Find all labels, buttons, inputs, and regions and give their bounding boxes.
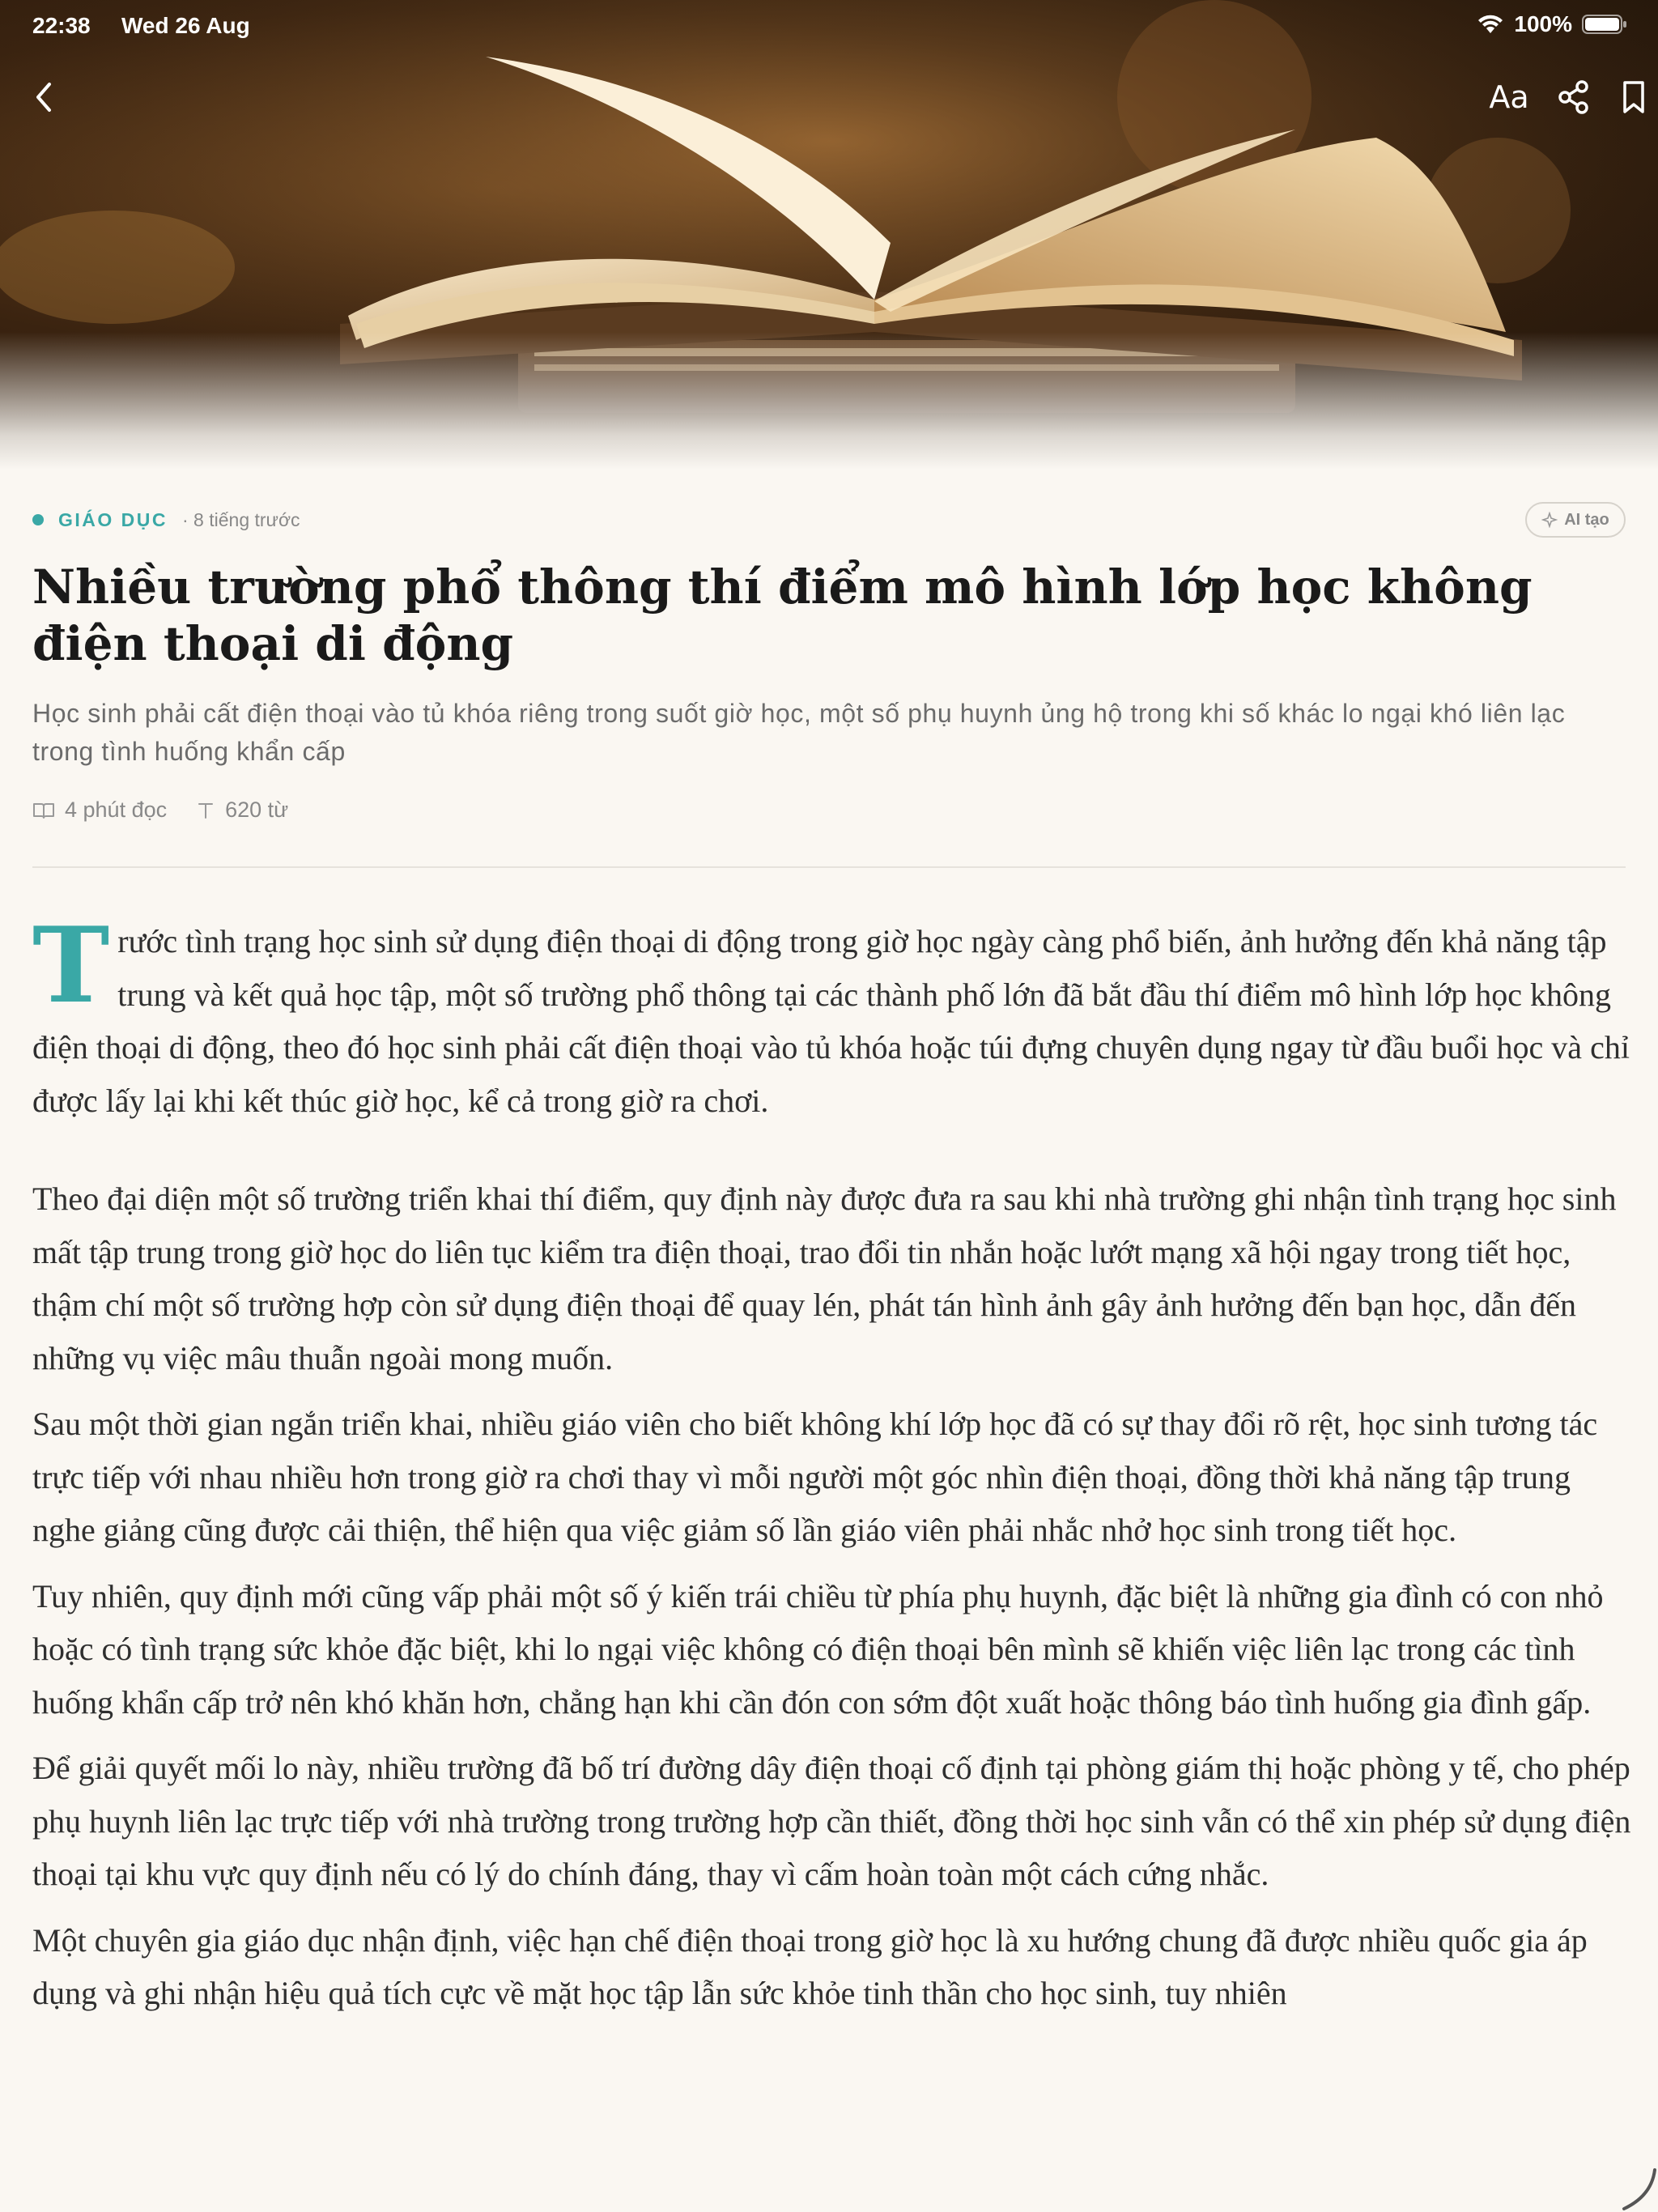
status-time: 22:38 <box>32 13 91 38</box>
back-button[interactable] <box>19 73 68 121</box>
share-icon <box>1556 79 1592 115</box>
wifi-icon <box>1477 14 1504 35</box>
paragraph: Để giải quyết mối lo này, nhiều trường đã bố trí đường dây điện thoại cố định tại phòng giám thị hoặc phòng y tế, cho phép phụ huynh liên lạc trực tiếp với nhà trường trong trường hợp cần thiết, đồng thời học sinh vẫn có thể xin phép sử dụng điện thoại tại khu vực quy định nếu có lý do chính đáng, thay vì cấm hoàn toàn một cách cứng nhắc. <box>32 1750 1631 1892</box>
status-indicators <box>1477 11 1627 37</box>
font-size-button[interactable] <box>1485 73 1533 121</box>
share-button[interactable] <box>1550 73 1598 121</box>
hero-image <box>0 0 1658 470</box>
sparkle-icon <box>1541 512 1558 528</box>
paragraph: Tuy nhiên, quy định mới cũng vấp phải một số ý kiến trái chiều từ phía phụ huynh, đặc biệt là những gia đình có con nhỏ hoặc có tình trạng sức khỏe đặc biệt, khi lo ngại việc không có điện thoại bên mình sẽ khiến việc liên lạc trong các tình huống khẩn cấp trở nên khó khăn hơn, chẳng hạn khi cần đón con sớm đột xuất hoặc thông báo tình huống gia đình gấp. <box>32 1577 1604 1721</box>
published-time: · 8 tiếng trước <box>182 508 300 530</box>
hero-fade-overlay <box>0 332 1658 470</box>
drop-cap: T <box>32 905 110 1027</box>
bookmark-button[interactable] <box>1609 73 1658 121</box>
article-title: Nhiều trường phổ thông thí điểm mô hình lớp học không điện thoại di động <box>32 559 1533 671</box>
paragraph-text: rước tình trạng học sinh sử dụng điện thoại di động trong giờ học ngày càng phổ biến, ảnh hưởng đến khả năng tập trung và kết quả học tập, một số trường phổ thông tại các thành phố lớn đã bắt đầu thí điểm mô hình lớp học không điện thoại di động, theo đó học sinh phải cất điện thoại vào tủ khóa hoặc túi đựng chuyên dụng ngay từ đầu buổi học và chỉ được lấy lại khi kết thúc giờ học, kể cả trong giờ ra chơi. <box>32 923 1630 1119</box>
article-subtitle: Học sinh phải cất điện thoại vào tủ khóa riêng trong suốt giờ học, một số phụ huynh ủng hộ trong khi số khác lo ngại khó liên lạc trong tình huống khẩn cấp <box>32 699 1566 766</box>
paragraph: Sau một thời gian ngắn triển khai, nhiều giáo viên cho biết không khí lớp học đã có sự thay đổi rõ rệt, học sinh tương tác trực tiếp với nhau nhiều hơn trong giờ ra chơi thay vì mỗi người một góc nhìn điện thoại, đồng thời khả năng tập trung nghe giảng cũng được cải thiện, thể hiện qua việc giảm số lần giáo viên phải nhắc nhở học sinh trong tiết học. <box>32 1406 1598 1548</box>
paragraph: Theo đại diện một số trường triển khai thí điểm, quy định này được đưa ra sau khi nhà trường ghi nhận tình trạng học sinh mất tập trung trong giờ học do liên tục kiểm tra điện thoại, trao đổi tin nhắn hoặc lướt mạng xã hội ngay trong tiết học, thậm chí một số trường hợp còn sử dụng điện thoại để quay lén, phát tán hình ảnh gây ảnh hưởng đến bạn học, dẫn đến những vụ việc mâu thuẫn ngoài mong muốn. <box>32 1180 1617 1376</box>
scroll-indicator[interactable] <box>1609 2163 1658 2212</box>
battery-icon <box>1582 14 1627 35</box>
bookmark-icon <box>1620 79 1647 115</box>
status-date: Wed 26 Aug <box>121 13 250 38</box>
font-size-icon: Aa <box>1489 79 1529 115</box>
read-time-label: 4 phút đọc <box>65 798 168 822</box>
chevron-left-icon <box>32 81 56 113</box>
paragraph: Một chuyên gia giáo dục nhận định, việc hạn chế điện thoại trong giờ học là xu hướng chung đã được nhiều quốc gia áp dụng và ghi nhận hiệu quả tích cực về mặt học tập lẫn sức khỏe tinh thần cho học sinh, tuy nhiên <box>32 1921 1588 2011</box>
battery-percent: 100% <box>1514 11 1572 36</box>
ai-badge-label: AI tạo <box>1564 510 1609 529</box>
article-body <box>32 905 1631 2033</box>
paragraph <box>32 905 1631 1127</box>
text-icon <box>196 801 215 820</box>
read-time <box>32 798 167 823</box>
divider <box>32 866 1626 868</box>
book-icon <box>32 801 55 820</box>
word-count-label: 620 từ <box>225 798 289 822</box>
ai-generated-badge <box>1525 502 1626 538</box>
category-dot <box>32 514 44 525</box>
reading-info <box>32 798 317 823</box>
category-label[interactable]: GIÁO DỤC <box>58 508 168 530</box>
article-meta <box>32 506 300 534</box>
status-bar <box>0 0 1658 52</box>
word-count <box>196 798 288 823</box>
